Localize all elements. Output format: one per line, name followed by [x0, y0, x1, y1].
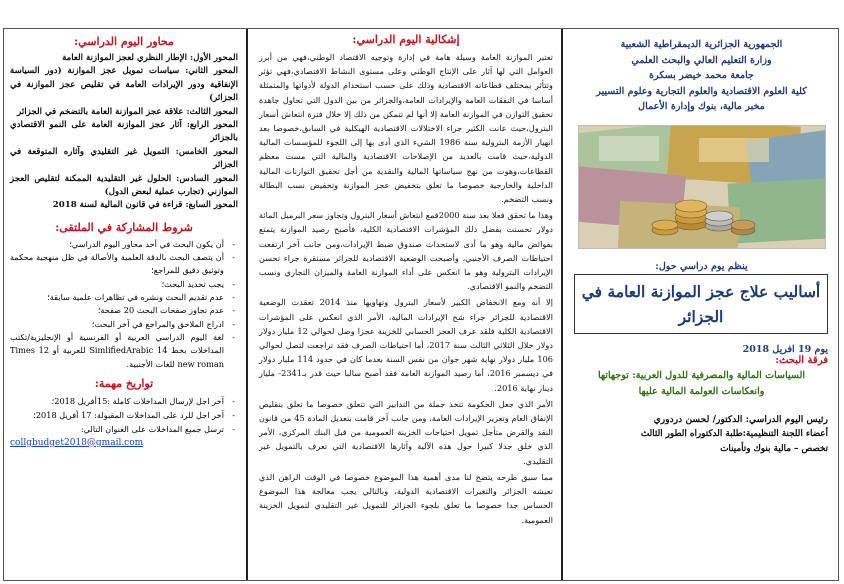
- team-description: السياسات المالية والمصرفية للدول العربية: توجهاتها وانعكاسات العولمة المالية عليها: [597, 370, 806, 397]
- problem-paragraph: إلا أنه ومع الانخفاض الكبير لأسعار البترول وتهاويها منذ 2014 تعقدت الوضعية الاقتصادية للجزائر جراء شح الإيرادات المالية، الأمر الذي انعكس على المؤشرات الاقتصادية الكلية فلقد عرف العجز الحسابي للخزينة عجزا وصل لحوالي 12 مليار دولار دولار خلال الثلاثي الثالث سنة 2017، أما احتياطات الصرف فقد تراجعت لتصل لحوالي 106 مليار دولار نهاية شهر جوان من نفس السنة بعدما كان في حدود 114 مليار دولار في ديسمبر 2016، أما رصيد الموازنة العامة فقد أصبح سالبا حيث قدر بـ2341- مليار دينار نهاية 2016.: [259, 297, 554, 393]
- conditions-title: شروط المشاركة في الملتقى:: [55, 220, 193, 234]
- problem-paragraph: مما سبق طرحه يتضح لنا مدى أهمية هذا الموضوع خصوصا في الوقت الراهن الذي تعيشه الجزائر والتغيرات الاقتصادية الدولية، وبالتالي يجب معالجة هذا الموضوع الحساس جدا خصوصا ما تعلق بلجوء الجزائر للتمويل غير التقليدي لتمويل الخزينة العمومية.: [259, 471, 553, 525]
- organizes-label: ينظم يوم دراسي حول:: [655, 260, 748, 272]
- condition-item: - أن يتصف البحث بالدقة العلمية والأصالة في ظل منهجية محكمة وتوثيق دقيق للمراجع؛: [10, 251, 238, 278]
- axes-title: محاور اليوم الدراسي:: [74, 35, 174, 48]
- right-column: [565, 29, 838, 580]
- specialty: تخصص – مالية بنوك وتأمينات: [720, 444, 828, 454]
- date-item: - آخر اجل للرد على المداخلات المقبولة: 17 أفريل 2018؛: [10, 408, 238, 422]
- problem-paragraph: تعتبر الموازنة العامة وسيلة هامة في إدارة وتوجيه الاقتصاد الوطني،فهي من أبرز العوامل التي لها آثار على الإنتاج الوطني وعلى مستوى النشاط الاقتصادي،فهي تؤثر وتتأثر بمختلف قطاعاته الاقتصادية وذلك على حسب استخدام الدولة لأدواتها والمتمثلة أساسا في النفقات العامة والإيرادات العامة،والجزائر من بين الدول التي تحاول جاهدة تحقيق التوازن في الموازنة العامة إلا أنها لم تتمكن من ذلك إلا خلال فترة انتعاش أسعار البترول،حيث عانت الكثير جراء الاختلالات الاقتصادية الهيكلية في السابق،خصوصا بعد انهيار الأزمة البترولية سنة 1986 الشيء الذي أدى بها إلى اللجوء للمؤسسات المالية الدولية،حيث قامت بالعديد من الإصلاحات الاقتصادية والمالية التي مست معظم القطاعات،وهوت من نهج سياساتها المالية والنقدية من أجل تحقيق التوازنات المالية الداخلية والخارجية خصوصا ما تعلق بتخفيض عجز الموازنة وتخفيض نسب البطالة ونسب التضخم.: [259, 52, 554, 205]
- condition-item: - يجب تحديد البحث؛: [10, 278, 238, 291]
- brochure-page: [3, 28, 839, 581]
- header-line: كلية العلوم الاقتصادية والعلوم التجارية وعلوم التسيير: [596, 85, 807, 97]
- axis-item: المحور الخامس: التمويل غير التقليدي وآثاره المتوقعة في الجزائر: [10, 146, 238, 171]
- event-head: رئيس اليوم الدراسي: الدكتور/ لحسن دردوري: [653, 414, 828, 425]
- condition-item: - عدم تجاوز صفحات البحث 20 صفحة؛: [10, 304, 238, 317]
- main-title: أساليب علاج عجز الموازنة العامة في الجزائر: [581, 282, 821, 326]
- axis-item: المحور الرابع: آثار عجز الموازنة العامة على النمو الاقتصادي بالجزائر: [10, 120, 238, 144]
- axis-item: المحور السادس: الحلول غير التقليدية الممكنة لتقليص العجز الموازني (تجارب عملية لبعض الدول): [10, 173, 238, 198]
- header-line: وزارة التعليم العالي والبحث العلمي: [631, 54, 772, 66]
- axis-item: المحور الثاني: سياسات تمويل عجز الموازنة (دور السياسة الإنفاقية ودور الإيرادات العامة في تقليص عجز الموازنة في الجزائر): [10, 66, 238, 104]
- dates-title: تواريخ مهمة:: [94, 376, 154, 390]
- team-label: فرقة البحث:: [775, 355, 828, 366]
- conditions-list: [10, 238, 238, 371]
- problem-paragraph: وهذا ما تحقق فعلا بعد سنة 2000فمع انتعاش أسعار البترول وتجاوز سعر البرميل المائة دولار تحسنت بفضل ذلك المؤشرات الاقتصادية الكلية، فأصبح رصيد الموازنة يتمتع بفوائض مالية وهو ما أدى لاستحداث صندوق ضبط الإيرادات،ومن جانب آخر ارتفعت احتياطات الصرف الأجنبي، وأصبحت الوضعية الاقتصادية للجزائر مستقرة جراء تحسن الإيرادات البترولية وهو ما انعكس على أداء الموازنة العامة والميزان التجاري ونسب التضخم والنمو الاقتصادي.: [259, 210, 554, 292]
- problem-title: إشكالية اليوم الدراسي:: [352, 33, 460, 46]
- organizing-committee: أعضاء اللجنة التنظيمية:طلبة الدكتوراه الطور الثالث: [640, 429, 828, 439]
- condition-item: - عدم تقديم البحث ونشره في تظاهرات علمية سابقة؛: [10, 291, 238, 304]
- problem-paragraph: الأمر الذي جعل الحكومة تتخذ جملة من التدابير التي تتعلق خصوصا ما تعلق بتقليص الإنفاق العام وتعزيز الإيرادات العامة، ومن جانب آخر قامت بتعديل المادة 45 من قانون النقد والقرض متأجل تمويل احتياجات الخزينة العمومية من قبل البنك المركزي، الأمر الذي خلق جدلا كبيرا حول هذه الآلية وآثارها الاقتصادية التي تعرف بالتمويل غير التقليدي.: [259, 398, 553, 466]
- axis-item: المحور الثالث: علاقة عجز الموازنة العامة بالتضخم في الجزائر: [17, 106, 238, 117]
- axis-item: المحور السابع: قراءة في قانون المالية لسنة 2018: [52, 200, 238, 211]
- condition-item: - ادراج الملاحق والمراجع في آخر البحث؛: [10, 318, 238, 331]
- header-line: الجمهورية الجزائرية الديمقراطية الشعبية: [620, 39, 783, 50]
- date-item: - ترسل جميع المداخلات على العنوان التالي:: [10, 422, 238, 436]
- header-line: مخبر مالية، بنوك وإدارة الأعمال: [638, 101, 765, 112]
- contact-email-link[interactable]: collgbudget2018@gmail.com: [10, 437, 144, 448]
- dates-list: [10, 394, 238, 436]
- condition-item: - لغة اليوم الدراسي العربية أو الفرنسية أو الإنجليزية/تكتب المداخلات بخط 14 SimlifiedArabic للعربية أو 12 Times new roman للغات الأجنبية.: [10, 331, 238, 371]
- left-column: [4, 29, 248, 580]
- axes-list: [10, 52, 238, 213]
- euro-banknotes-image: [578, 125, 826, 249]
- date-item: - آخر اجل لإرسال المداخلات كاملة :15أفريل 2018؛: [10, 394, 238, 408]
- event-date: يوم 19 افريل 2018: [742, 344, 828, 355]
- condition-item: - أن يكون البحث في أحد محاور اليوم الدراسي؛: [10, 238, 238, 251]
- middle-column: [251, 29, 563, 580]
- header-line: جامعة محمد خيضر بسكرة: [649, 70, 754, 81]
- main-title-box: [574, 274, 828, 334]
- axis-item: المحور الأول: الإطار النظري لعجز الموازنة العامة: [62, 53, 238, 63]
